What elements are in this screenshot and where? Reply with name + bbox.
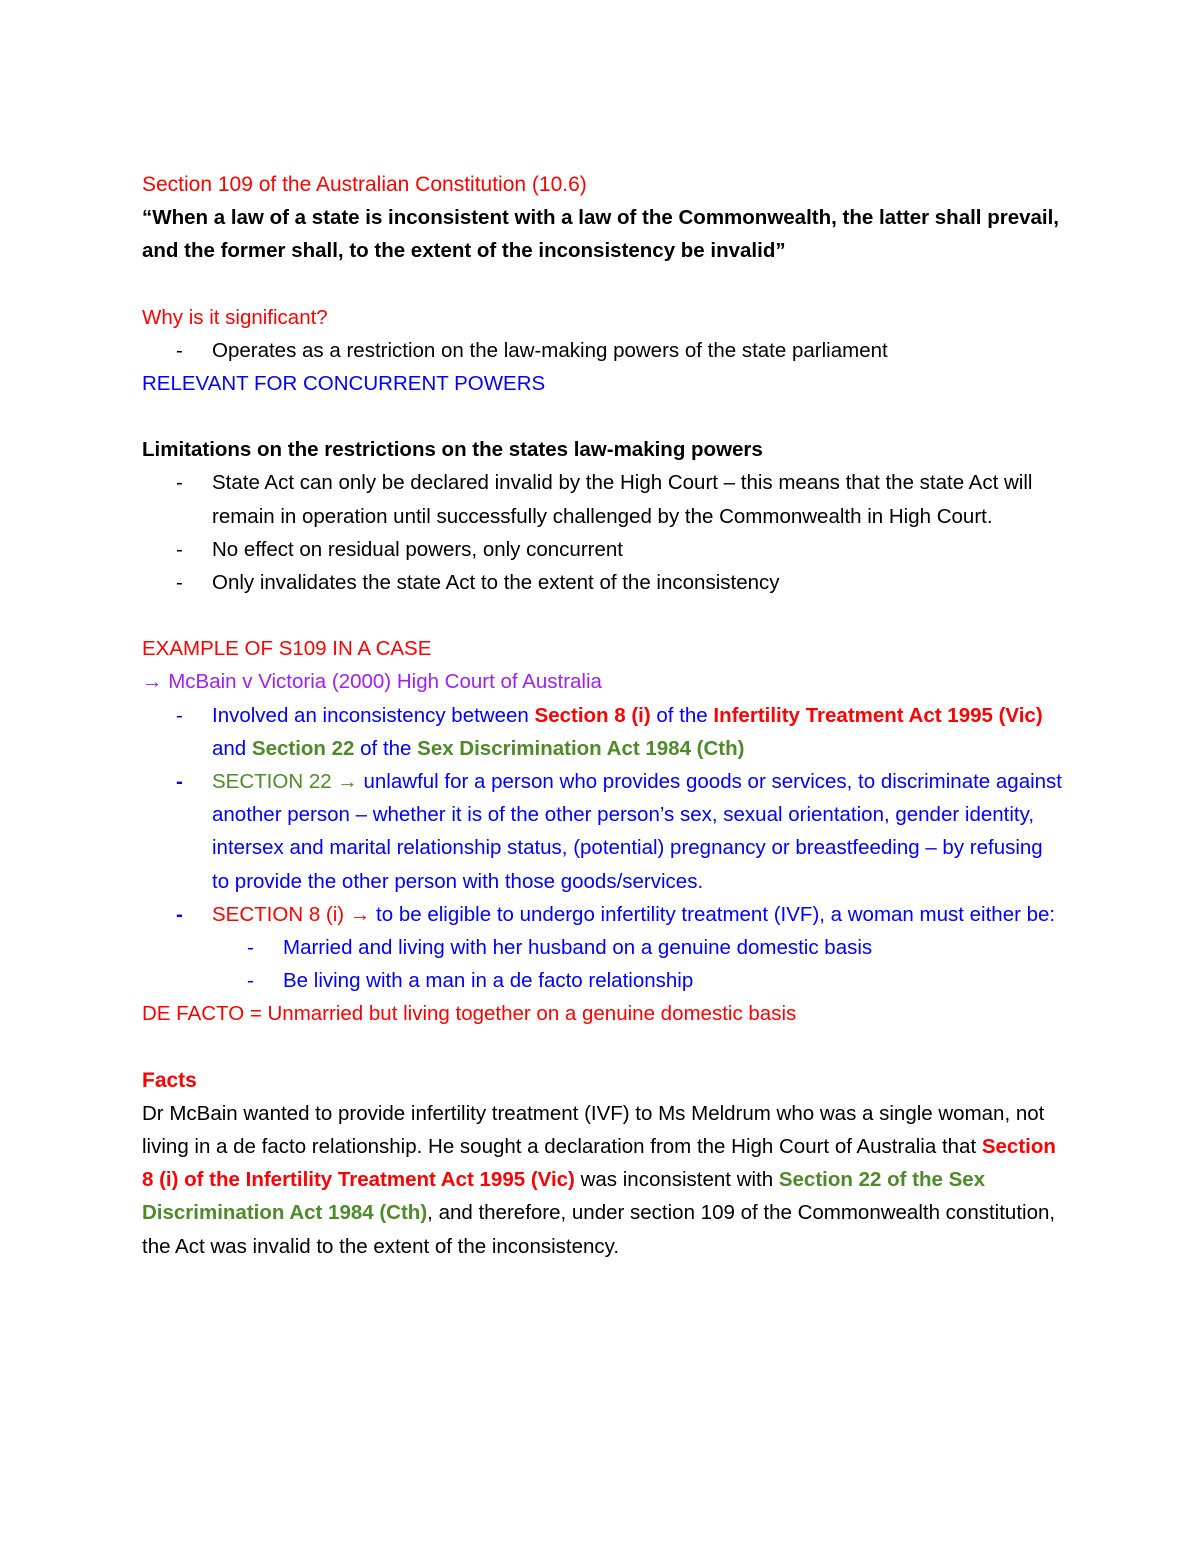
- sub-list-item: [142, 931, 1062, 964]
- bullet-dash: -: [247, 936, 254, 960]
- facts-heading: Facts: [142, 1068, 197, 1092]
- relevant-note: RELEVANT FOR CONCURRENT POWERS: [142, 372, 546, 396]
- facts-part-2: was inconsistent with: [574, 1168, 779, 1192]
- case-title: → McBain v Victoria (2000) High Court of Australia: [142, 670, 602, 694]
- limitation-point-3: Only invalidates the state Act to the extent of the inconsistency: [212, 571, 780, 595]
- bullet-dash: -: [176, 703, 183, 727]
- facts-paragraph: [142, 1097, 1062, 1263]
- bullet-dash: -: [176, 770, 183, 794]
- infertility-act-ref: Infertility Treatment Act 1995 (Vic): [713, 703, 1043, 727]
- section-22-label: SECTION 22 →: [212, 770, 358, 794]
- list-item: [142, 334, 1062, 367]
- why-heading: Why is it significant?: [142, 305, 328, 329]
- facts-section-22-ref: Section 22 of the Sex Discrimination Act 1984 (Cth): [142, 1168, 986, 1225]
- bullet-dash: -: [247, 969, 254, 993]
- involved-of-the: of the: [650, 703, 714, 727]
- section-109-title: Section 109 of the Australian Constitution (10.6): [142, 173, 587, 196]
- involved-lead: Involved an inconsistency between: [212, 703, 535, 727]
- facts-section-8-ref: Section 8 (i) of the Infertility Treatment Act 1995 (Vic): [142, 1135, 1056, 1192]
- limitation-point-2: No effect on residual powers, only concurrent: [212, 537, 623, 561]
- sex-discrimination-act-ref: Sex Discrimination Act 1984 (Cth): [417, 736, 745, 760]
- section-8-ref: Section 8 (i): [534, 703, 651, 727]
- section-8-label: SECTION 8 (i) →: [212, 902, 371, 926]
- s8-subpoint-2: Be living with a man in a de facto relationship: [283, 969, 694, 993]
- bullet-dash: -: [176, 571, 183, 595]
- limitation-point-1: State Act can only be declared invalid by the High Court – this means that the state Act will remain in operation until successfully challenged by the Commonwealth in High Court.: [212, 471, 1033, 528]
- defacto-note: DE FACTO = Unmarried but living together on a genuine domestic basis: [142, 1002, 797, 1026]
- document-page: [142, 168, 1062, 1263]
- constitution-quote: “When a law of a state is inconsistent with a law of the Commonwealth, the latter shall prevail, and the former shall, to the extent of the inconsistency be invalid”: [142, 206, 1059, 263]
- bullet-dash: -: [176, 471, 183, 495]
- why-point-1: Operates as a restriction on the law-making powers of the state parliament: [212, 338, 888, 362]
- bullet-dash: -: [176, 338, 183, 362]
- involved-of-the-2: of the: [354, 736, 418, 760]
- list-item: [142, 533, 1062, 566]
- list-item: [142, 466, 1062, 532]
- bullet-dash: -: [176, 537, 183, 561]
- list-item: [142, 765, 1062, 898]
- list-item: [142, 699, 1062, 765]
- example-heading: EXAMPLE OF S109 IN A CASE: [142, 637, 432, 661]
- section-22-text: unlawful for a person who provides goods or services, to discriminate against another person – whether it is of the other person’s sex, sexual orientation, gender identity, intersex and marital relationship status, (potential) pregnancy or breastfeeding – by refusing to provide the other person with those goods/services.: [212, 770, 1062, 893]
- list-item: [142, 566, 1062, 599]
- bullet-dash: -: [176, 902, 183, 926]
- s8-subpoint-1: Married and living with her husband on a genuine domestic basis: [283, 936, 873, 960]
- facts-part-1: Dr McBain wanted to provide infertility treatment (IVF) to Ms Meldrum who was a single woman, not living in a de facto relationship. He sought a declaration from the High Court of Australia that: [142, 1101, 1045, 1159]
- limitations-heading: Limitations on the restrictions on the states law-making powers: [142, 438, 763, 462]
- facts-part-3: , and therefore, under section 109 of the Commonwealth constitution, the Act was invalid to the extent of the inconsistency.: [142, 1201, 1056, 1258]
- section-8-text: to be eligible to undergo infertility treatment (IVF), a woman must either be:: [370, 902, 1056, 926]
- list-item: [142, 898, 1062, 931]
- section-22-ref: Section 22: [251, 736, 355, 760]
- involved-and: and: [212, 736, 252, 760]
- sub-list-item: [142, 964, 1062, 997]
